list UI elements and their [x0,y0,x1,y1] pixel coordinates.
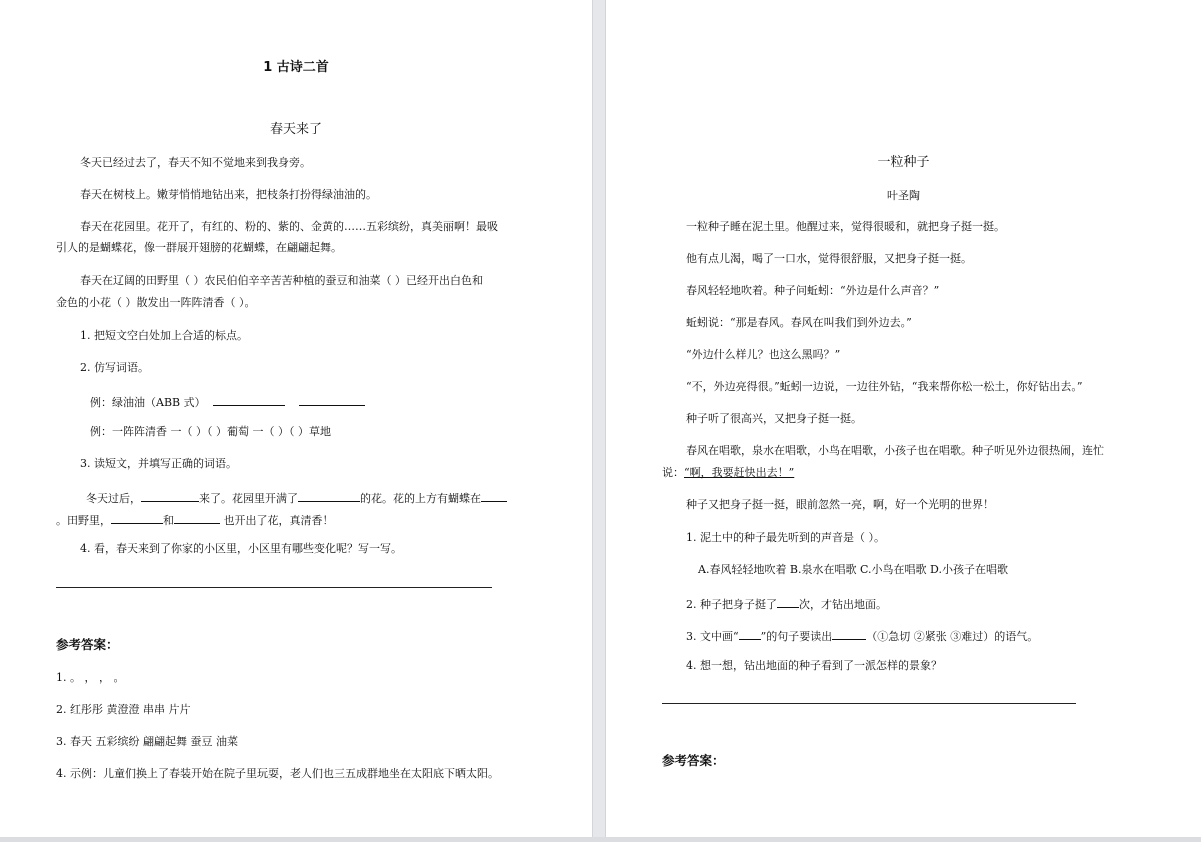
question-1-options: A.春风轻轻地吹着 B.泉水在唱歌 C.小鸟在唱歌 D.小孩子在唱歌 [698,563,1008,576]
paragraph-text: 说： [662,466,684,479]
paragraph: “不，外边亮得很。”蚯蚓一边说，一边往外钻，“我来帮你松一松土，你好钻出去。” [686,380,1083,393]
paragraph: 春天在辽阔的田野里（ ）农民伯伯辛辛苦苦种植的蚕豆和油菜（ ）已经开出白色和 [80,274,483,287]
paragraph: 春天在花园里。花开了，有红的、粉的、紫的、金黄的……五彩缤纷，真美丽啊！最吸 [80,220,498,233]
fill-text: 来了。花园里开满了 [199,492,298,505]
paragraph: 春风轻轻地吹着。种子问蚯蚓：“外边是什么声音？” [686,284,940,297]
question-text: 2. 种子把身子挺了 [686,598,777,611]
question-1: 1. 把短文空白处加上合适的标点。 [80,329,248,342]
paragraph: 他有点儿渴，喝了一口水，觉得很舒服，又把身子挺一挺。 [686,252,972,265]
paragraph: 引人的是蝴蝶花，像一群展开翅膀的花蝴蝶，在翩翩起舞。 [56,241,342,254]
page-gutter [592,0,606,842]
answer-blank[interactable] [299,393,365,406]
question-3: 3. 读短文，并填写正确的词语。 [80,457,237,470]
author: 叶圣陶 [887,189,920,202]
answer-blank[interactable] [481,489,507,502]
paragraph: 金色的小花（ ）散发出一阵阵清香（ ）。 [56,296,256,309]
question-2-example-1 [90,393,365,410]
question-4: 4. 看，春天来到了你家的小区里，小区里有哪些变化呢？写一写。 [80,542,402,555]
question-2: 2. 仿写词语。 [80,361,149,374]
underline-sample [739,627,761,640]
answer-blank[interactable] [298,489,360,502]
paragraph: 春风在唱歌，泉水在唱歌，小鸟在唱歌，小孩子也在唱歌。种子听见外边很热闹，连忙 [686,444,1104,457]
answer-1: 1. 。 ， ， 。 [56,671,125,684]
paragraph [662,466,794,480]
answer-4: 4. 示例：儿童们换上了春装开始在院子里玩耍，老人们也三五成群地坐在太阳底下晒太阳。 [56,767,499,780]
underlined-sentence: “啊，我要赶快出去！” [684,466,795,479]
fill-text: 。田野里， [56,514,111,527]
fill-in-line-2 [56,511,334,528]
document-page-right [606,0,1201,842]
fill-in-line-1 [86,489,507,506]
fill-text: 和 [163,514,174,527]
lesson-title: 1 古诗二首 [263,60,329,75]
document-page-left [0,0,592,842]
answer-blank[interactable] [832,627,866,640]
question-text: （①急切 ②紧张 ③难过）的语气。 [866,630,1039,643]
paragraph: 一粒种子睡在泥土里。他醒过来，觉得很暖和，就把身子挺一挺。 [686,220,1005,233]
answer-blank[interactable] [174,511,220,524]
paragraph: 冬天已经过去了，春天不知不觉地来到我身旁。 [80,156,311,169]
paragraph: 种子又把身子挺一挺，眼前忽然一亮，啊，好一个光明的世界！ [686,498,994,511]
answer-2: 2. 红彤彤 黄澄澄 串串 片片 [56,703,191,716]
question-2-example-2: 例：一阵阵清香 一（ ）（ ）葡萄 一（ ）（ ）草地 [90,425,331,438]
example-text: 例：绿油油（ABB 式） [90,396,206,409]
answer-blank[interactable] [111,511,163,524]
fill-text: 的花。花的上方有蝴蝶在 [360,492,481,505]
question-text: ”的句子要读出 [760,630,833,643]
question-3 [686,627,1038,644]
answer-writing-line [56,587,492,588]
answer-blank[interactable] [213,393,285,406]
answer-writing-line [662,703,1076,704]
question-2 [686,595,887,612]
question-4: 4. 想一想，钻出地面的种子看到了一派怎样的景象？ [686,659,942,672]
answers-heading: 参考答案： [56,637,119,652]
answers-heading: 参考答案： [662,753,725,768]
answer-blank[interactable] [777,595,799,608]
passage-title: 春天来了 [269,122,322,137]
question-1: 1. 泥土中的种子最先听到的声音是（ ）。 [686,531,885,544]
paragraph: 种子听了很高兴，又把身子挺一挺。 [686,412,862,425]
paragraph: 春天在树枝上。嫩芽悄悄地钻出来，把枝条打扮得绿油油的。 [80,188,377,201]
answer-3: 3. 春天 五彩缤纷 翩翩起舞 蚕豆 油菜 [56,735,238,748]
fill-text: 冬天过后， [86,492,141,505]
paragraph: “外边什么样儿？也这么黑吗？” [686,348,841,361]
paragraph: 蚯蚓说：“那是春风。春风在叫我们到外边去。” [686,316,912,329]
fill-text: 也开出了花，真清香！ [220,514,334,527]
question-text: 次，才钻出地面。 [799,598,887,611]
passage-title: 一粒种子 [877,155,930,170]
question-text: 3. 文中画“ [686,630,739,643]
answer-blank[interactable] [141,489,199,502]
viewer-bottom-edge [0,837,1201,842]
